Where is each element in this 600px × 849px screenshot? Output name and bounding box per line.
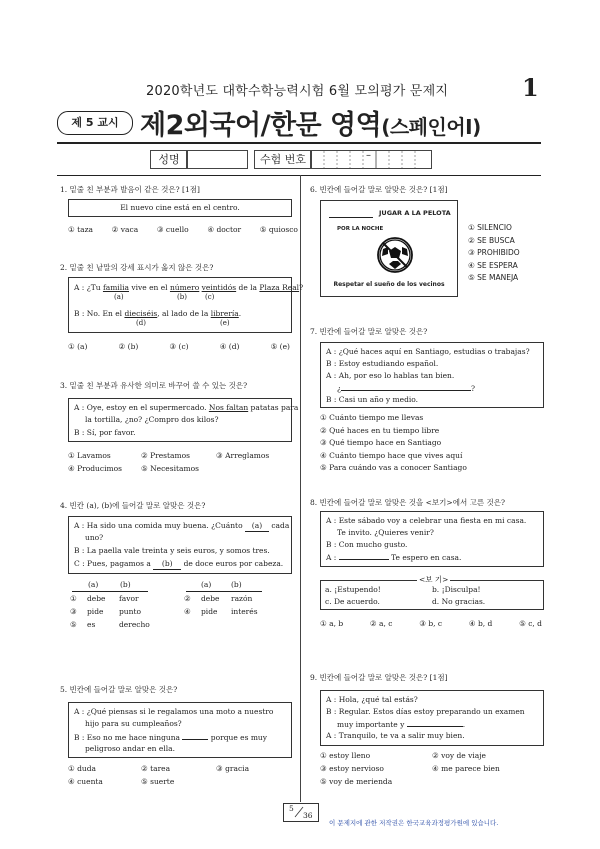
q3-option-5[interactable]: ⑤ Necesitamos: [141, 464, 199, 473]
q3-title: 3. 밑줄 친 부분과 유사한 의미로 바꾸어 쓸 수 있는 것은?: [60, 381, 248, 390]
q4-box: [68, 516, 292, 574]
q6-option-3[interactable]: ③ PROHIBIDO: [468, 248, 520, 257]
q3-line-3: B : Sí, por favor.: [74, 428, 136, 437]
q1-option-3[interactable]: ③ cuello: [156, 225, 189, 234]
q5-line-3: B : Eso no me hace ninguna porque es muy: [74, 733, 268, 742]
q6-poster: [320, 200, 458, 297]
q6-poster-bottom: Respetar el sueño de los vecinos: [333, 281, 445, 288]
q4-line-c: C : Pues, pagamos a (b) de doce euros por cabeza.: [74, 559, 284, 568]
q6-option-5[interactable]: ⑤ SE MANEJA: [468, 273, 519, 282]
q9-option-5[interactable]: ⑤ voy de merienda: [320, 777, 393, 786]
page-total: 36: [303, 811, 313, 820]
q1-option-5[interactable]: ⑤ quiosco: [259, 225, 298, 234]
subject-sub: (스페인어Ⅰ): [381, 115, 481, 139]
q8-blank: [339, 551, 389, 560]
q7-box: [320, 342, 544, 408]
exam-number-field[interactable]: [310, 150, 432, 169]
q5-option-4[interactable]: ④ cuenta: [68, 777, 103, 786]
q7-title: 7. 빈칸에 들어갈 말로 알맞은 것은?: [310, 327, 428, 336]
q8-line-2: Te invito. ¿Quieres venir?: [337, 528, 434, 537]
q4-line-b: B : La paella vale treinta y seis euros, y somos tres.: [74, 546, 270, 555]
q8-option-1[interactable]: ① a, b: [320, 619, 344, 628]
q8-choice-a: a. ¡Estupendo!: [325, 585, 381, 594]
q5-option-2[interactable]: ② tarea: [141, 764, 171, 773]
q2-label-c: (c): [205, 293, 215, 301]
q5-line-4: peligroso andar en ella.: [85, 744, 175, 753]
q4-header-b1: (b): [120, 580, 131, 589]
q8-box-label: <보 기>: [419, 575, 449, 584]
q1-box: [68, 199, 292, 217]
page-number-box: [283, 803, 319, 822]
exam-title: 2020학년도 대학수학능력시험 6월 모의평가 문제지: [146, 84, 449, 99]
name-label: 성명: [150, 150, 188, 169]
q5-box: [68, 702, 292, 758]
no-ball-icon: [377, 237, 413, 273]
q8-option-5[interactable]: ⑤ c, d: [519, 619, 542, 628]
q1-options: [68, 224, 298, 235]
q9-title: 9. 빈칸에 들어갈 말로 알맞은 것은? [1점]: [310, 673, 448, 682]
q3-option-2[interactable]: ② Prestamos: [141, 451, 190, 460]
q8-line-4: A : Te espero en casa.: [326, 553, 462, 562]
page-number: 5: [289, 804, 294, 813]
q2-line-a: A : ¿Tu familia vive en el número veintidós de la Plaza Real?: [74, 283, 304, 292]
q4-line-a1: A : Ha sido una comida muy buena. ¿Cuánto (a) cada: [74, 521, 290, 530]
q4-title: 4. 빈칸 (a), (b)에 들어갈 말로 알맞은 것은?: [60, 501, 206, 510]
q2-word-e: librería: [210, 309, 239, 318]
q7-line-4: ¿ ?: [337, 384, 476, 393]
q9-line-2: B : Regular. Estos días estoy preparando un examen: [326, 707, 525, 716]
q8-option-2[interactable]: ② a, c: [369, 619, 393, 628]
q7-line-2: B : Estoy estudiando español.: [326, 359, 439, 368]
q4-option-5[interactable]: ⑤ es derecho: [70, 620, 150, 629]
q2-word-b: número: [169, 283, 200, 292]
q2-label-b: (b): [177, 293, 187, 301]
q2-line-b: B : No. En el dieciséis, al lado de la librería.: [74, 309, 242, 318]
q4-option-2[interactable]: ② debe razón: [184, 594, 253, 603]
q2-option-2[interactable]: ② (b): [118, 342, 139, 351]
q9-line-3: muy importante y .: [337, 720, 466, 729]
q2-option-4[interactable]: ④ (d): [219, 342, 240, 351]
q6-options: [468, 222, 520, 285]
q1-title: 1. 밑줄 친 부분과 발음이 같은 것은? [1점]: [60, 185, 200, 194]
q6-title: 6. 빈칸에 들어갈 말로 알맞은 것은? [1점]: [310, 185, 448, 194]
q2-word-c: veintidós: [201, 283, 237, 292]
q9-line-4: A : Tranquilo, te va a salir muy bien.: [326, 731, 465, 740]
q4-blank-b: (b): [153, 558, 181, 570]
section-rule: [57, 175, 541, 176]
q3-underlined: Nos faltan: [208, 403, 249, 412]
subject-main: 제2외국어/한문 영역: [140, 110, 382, 141]
q7-option-2[interactable]: ② Qué haces en tu tiempo libre: [320, 425, 440, 435]
q2-option-3[interactable]: ③ (c): [169, 342, 189, 351]
q8-choice-d: d. No gracias.: [432, 597, 486, 606]
q3-box: [68, 398, 299, 442]
q7-options: [320, 412, 467, 475]
q2-label-e: (e): [220, 319, 230, 327]
q7-line-5: B : Casi un año y medio.: [326, 395, 419, 404]
q7-line-3: A : Ah, por eso lo hablas tan bien.: [326, 371, 455, 380]
q8-option-3[interactable]: ③ b, c: [419, 619, 443, 628]
q9-blank: [407, 718, 463, 727]
exam-number-label: 수험 번호: [254, 150, 312, 169]
q2-word-d: dieciséis: [124, 309, 158, 318]
q9-option-4[interactable]: ④ me parece bien: [432, 764, 500, 773]
q5-option-5[interactable]: ⑤ suerte: [141, 777, 175, 786]
q6-poster-blank: [329, 211, 373, 218]
q7-option-5[interactable]: ⑤ Para cuándo vas a conocer Santiago: [320, 463, 467, 472]
exam-number-dash: –: [366, 150, 371, 161]
q9-option-3[interactable]: ③ estoy nervioso: [320, 764, 384, 773]
header-rule: [57, 142, 541, 144]
q3-line-1: A : Oye, estoy en el supermercado. Nos faltan patatas para: [74, 403, 299, 412]
q5-option-3[interactable]: ③ gracia: [216, 764, 250, 773]
q5-line-2: hijo para su cumpleaños?: [85, 719, 182, 728]
q3-line-2: la tortilla, ¿no? ¿Compro dos kilos?: [85, 415, 219, 424]
q9-option-2[interactable]: ② voy de viaje: [432, 751, 486, 760]
q2-options: [68, 341, 290, 352]
q2-label-a: (a): [114, 293, 124, 301]
q6-option-2[interactable]: ② SE BUSCA: [468, 235, 515, 245]
q5-blank: [182, 731, 208, 740]
q2-label-d: (d): [136, 319, 146, 327]
q1-sentence: El nuevo cine está en el centro.: [120, 203, 240, 212]
q5-line-1: A : ¿Qué piensas si le regalamos una moto a nuestro: [74, 707, 274, 716]
q4-option-1[interactable]: ① debe favor: [70, 594, 139, 603]
q3-option-3[interactable]: ③ Arreglamos: [216, 451, 270, 460]
q5-option-1[interactable]: ① duda: [68, 764, 97, 773]
q8-box: [320, 511, 544, 567]
q4-header-rule-2: [186, 591, 262, 592]
q8-line-1: A : Este sábado voy a celebrar una fiesta en mi casa.: [326, 516, 527, 525]
q9-option-1[interactable]: ① estoy lleno: [320, 751, 371, 760]
q6-poster-mid: POR LA NOCHE: [337, 226, 384, 232]
page-mark: 1: [522, 73, 539, 102]
q1-option-1[interactable]: ① taza: [68, 225, 94, 234]
q8-options: [320, 618, 542, 629]
column-divider: [300, 175, 301, 802]
q8-choice-b: b. ¡Disculpa!: [432, 585, 481, 594]
q7-line-1: A : ¿Qué haces aquí en Santiago, estudias o trabajas?: [326, 347, 530, 356]
q7-option-1[interactable]: ① Cuánto tiempo me llevas: [320, 413, 424, 422]
q2-option-1[interactable]: ① (a): [68, 342, 88, 351]
q4-line-a2: uno?: [85, 533, 104, 542]
q7-option-3[interactable]: ③ Qué tiempo hace en Santiago: [320, 438, 442, 447]
q4-header-a2: (a): [201, 580, 212, 589]
copyright-notice: 이 문제지에 관한 저작권은 한국교육과정평가원에 있습니다.: [329, 819, 499, 827]
q4-option-4[interactable]: ④ pide interés: [184, 607, 258, 616]
q3-option-4[interactable]: ④ Producimos: [68, 464, 122, 473]
q8-choice-c: c. De acuerdo.: [325, 597, 380, 606]
q4-header-rule-1: [72, 591, 148, 592]
q8-line-3: B : Con mucho gusto.: [326, 540, 408, 549]
q8-choice-box: [320, 575, 544, 610]
q4-option-3[interactable]: ③ pide punto: [70, 607, 141, 616]
period-badge: 제 5 교시: [57, 111, 133, 135]
name-field[interactable]: [186, 150, 248, 169]
q1-option-2[interactable]: ② vaca: [111, 225, 139, 234]
q2-title: 2. 밑줄 친 낱말의 강세 표시가 옳지 않은 것은?: [60, 263, 214, 272]
q2-option-5[interactable]: ⑤ (e): [270, 342, 290, 351]
q6-option-4[interactable]: ④ SE ESPERA: [468, 260, 518, 270]
subject-title: [140, 103, 481, 142]
q2-box: [68, 277, 304, 333]
q1-option-4[interactable]: ④ doctor: [207, 225, 242, 234]
q8-title: 8. 빈칸에 들어갈 말로 알맞은 것을 <보기>에서 고른 것은?: [310, 498, 505, 507]
q5-title: 5. 빈칸에 들어갈 말로 알맞은 것은?: [60, 685, 178, 694]
q6-poster-top: JUGAR A LA PELOTA: [379, 209, 451, 217]
q7-option-4[interactable]: ④ Cuánto tiempo hace que vives aquí: [320, 450, 463, 460]
q8-option-4[interactable]: ④ b, d: [468, 619, 493, 628]
q7-blank: [341, 382, 471, 391]
q4-header-b2: (b): [231, 580, 242, 589]
q4-blank-a: (a): [245, 520, 269, 532]
q3-option-1[interactable]: ① Lavamos: [68, 451, 111, 460]
q4-header-a1: (a): [88, 580, 99, 589]
q2-word-a: familia: [102, 283, 129, 292]
q6-option-1[interactable]: ① SILENCIO: [468, 223, 512, 232]
q9-line-1: A : Hola, ¿qué tal estás?: [326, 695, 418, 704]
q9-box: [320, 690, 544, 746]
